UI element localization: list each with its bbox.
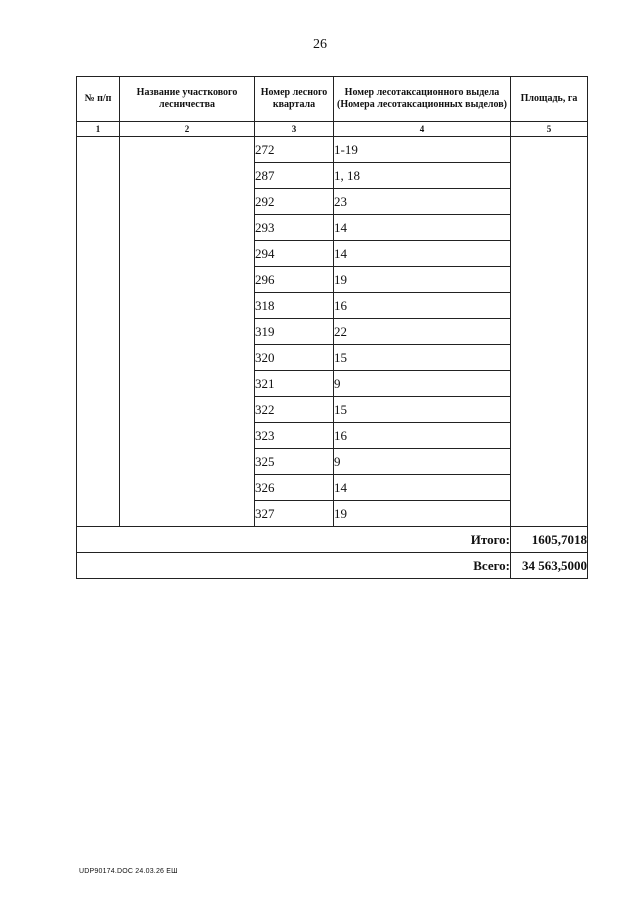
table-body: [77, 137, 588, 527]
forestry-name-cell: [120, 137, 255, 527]
allotment-number-cell: 14: [334, 215, 511, 241]
quarter-number-cell: 293: [255, 215, 334, 241]
table-row: [77, 137, 588, 163]
quarter-number-cell: 287: [255, 163, 334, 189]
quarter-number-cell: 296: [255, 267, 334, 293]
column-number: 2: [120, 122, 255, 137]
allotment-number-cell: 15: [334, 345, 511, 371]
grand-total-label: Всего:: [77, 553, 511, 579]
allotment-number-cell: 9: [334, 371, 511, 397]
document-footer: UDP90174.DOC 24.03.26 ЕШ: [79, 868, 178, 875]
allotment-number-cell: 23: [334, 189, 511, 215]
allotment-number-cell: 22: [334, 319, 511, 345]
forest-table: [76, 76, 588, 579]
allotment-number-cell: 16: [334, 423, 511, 449]
allotment-number-cell: 14: [334, 241, 511, 267]
column-number: 1: [77, 122, 120, 137]
allotment-number-cell: 19: [334, 501, 511, 527]
column-number: 3: [255, 122, 334, 137]
page-number: 26: [313, 37, 327, 52]
quarter-number-cell: 326: [255, 475, 334, 501]
quarter-number-cell: 323: [255, 423, 334, 449]
allotment-number-cell: 15: [334, 397, 511, 423]
quarter-number-cell: 319: [255, 319, 334, 345]
allotment-number-cell: 14: [334, 475, 511, 501]
quarter-number-cell: 320: [255, 345, 334, 371]
quarter-number-cell: 325: [255, 449, 334, 475]
grand-total-row: [77, 553, 588, 579]
header-quarter-number: Номер лесного квартала: [255, 77, 334, 122]
allotment-number-cell: 1, 18: [334, 163, 511, 189]
row-number-cell: [77, 137, 120, 527]
header-number: № п/п: [77, 77, 120, 122]
quarter-number-cell: 294: [255, 241, 334, 267]
allotment-number-cell: 16: [334, 293, 511, 319]
grand-total-value: 34 563,5000: [511, 553, 588, 579]
allotment-number-cell: 1-19: [334, 137, 511, 163]
header-allotment-number: Номер лесотаксационного выдела (Номера лесотаксационных выделов): [334, 77, 511, 122]
area-cell: [511, 137, 588, 527]
quarter-number-cell: 292: [255, 189, 334, 215]
quarter-number-cell: 327: [255, 501, 334, 527]
allotment-number-cell: 9: [334, 449, 511, 475]
quarter-number-cell: 272: [255, 137, 334, 163]
quarter-number-cell: 321: [255, 371, 334, 397]
subtotal-value: 1605,7018: [511, 527, 588, 553]
allotment-number-cell: 19: [334, 267, 511, 293]
header-forestry-name: Название участкового лесничества: [120, 77, 255, 122]
table-header-row: [77, 77, 588, 122]
column-number: 5: [511, 122, 588, 137]
subtotal-label: Итого:: [77, 527, 511, 553]
quarter-number-cell: 322: [255, 397, 334, 423]
header-area: Площадь, га: [511, 77, 588, 122]
quarter-number-cell: 318: [255, 293, 334, 319]
column-number-row: [77, 122, 588, 137]
subtotal-row: [77, 527, 588, 553]
column-number: 4: [334, 122, 511, 137]
